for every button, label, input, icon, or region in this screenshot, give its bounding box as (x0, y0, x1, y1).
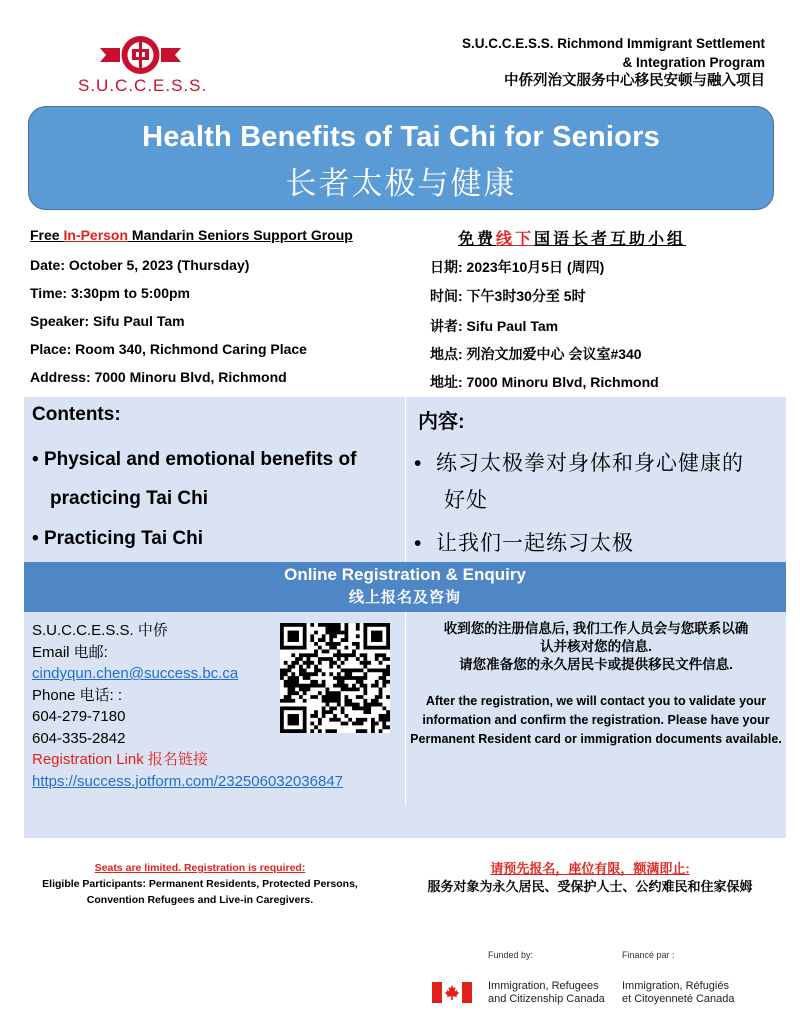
email-link[interactable]: cindyqun.chen@success.bc.ca (32, 665, 239, 682)
ircc-name-fr (622, 980, 735, 1006)
registration-header (24, 562, 786, 612)
registration-heading-zh: 线上报名及咨询 (348, 589, 461, 606)
email-label: Email 电邮: (32, 643, 108, 661)
registration-divider (405, 612, 406, 806)
event-place-en: Place: Room 340, Richmond Caring Place (30, 341, 307, 357)
ircc-fr-line-1: Immigration, Réfugiés (622, 980, 729, 992)
event-speaker-zh: 讲者: Sifu Paul Tam (430, 318, 559, 334)
contact-org: S.U.C.C.E.S.S. 中侨 (32, 622, 168, 639)
contents-heading-zh: 内容: (418, 411, 465, 433)
phone-number-1: 604-279-7180 (32, 708, 126, 725)
ircc-en-line-1: Immigration, Refugees (488, 980, 599, 992)
contents-divider (405, 397, 406, 562)
contents-heading-en: Contents: (32, 404, 121, 425)
event-address-zh: 地址: 7000 Minoru Blvd, Richmond (430, 374, 659, 390)
group-name-zh (458, 226, 686, 249)
event-date-en: Date: October 5, 2023 (Thursday) (30, 257, 250, 273)
seats-limited-zh: 请预先报名，座位有限，额满即止: (490, 861, 690, 876)
seats-limited-en: Seats are limited. Registration is required: (94, 862, 306, 874)
org-line-2: & Integration Program (622, 55, 765, 70)
group-prefix-zh: 免费 (458, 231, 497, 248)
title-chinese: 长者太极与健康 (285, 166, 517, 201)
event-address-en: Address: 7000 Minoru Blvd, Richmond (30, 369, 287, 385)
contents-item-zh-1-cont: 好处 (444, 489, 488, 512)
canada-flag-icon (432, 982, 472, 1003)
seats-notice-zh (420, 860, 760, 896)
event-date-zh: 日期: 2023年10月5日 (周四) (430, 259, 605, 275)
ircc-name-en (488, 980, 605, 1006)
group-name-en (30, 227, 353, 243)
ircc-en-line-2: and Citizenship Canada (488, 993, 605, 1005)
contents-item-en-1: • Physical and emotional benefits of (32, 449, 357, 470)
contents-item-en-2-text: Practicing Tai Chi (43, 528, 204, 549)
contents-item-zh-1: • 练习太极拳对身体和身心健康的 (414, 452, 745, 475)
registration-note-zh-1: 收到您的注册信息后, 我们工作人员会与您联系以确 (443, 621, 749, 636)
event-place-zh: 地点: 列治文加爱中心 会议室#340 (430, 346, 642, 362)
finance-par-label: Financé par : (622, 950, 675, 960)
registration-note-zh-3: 请您准备您的永久居民卡或提供移民文件信息. (459, 657, 733, 672)
title-banner (28, 106, 774, 210)
group-prefix-en: Free (30, 227, 64, 243)
qr-code[interactable] (280, 623, 390, 733)
contents-item-en-1-text: Physical and emotional benefits of (43, 449, 357, 470)
phone-number-2: 604-335-2842 (32, 729, 126, 747)
registration-note-en: After the registration, we will contact you to validate your information and confirm the registration. Please have your Permanent Resident card or immigration documents available. (410, 694, 782, 746)
group-suffix-zh: 国语长者互助小组 (534, 231, 687, 248)
ircc-fr-line-2: et Citoyenneté Canada (622, 993, 735, 1005)
group-suffix-en: Mandarin Seniors Support Group (128, 227, 353, 243)
contents-item-en-2: • Practicing Tai Chi (32, 528, 204, 549)
eligibility-zh: 服务对象为永久居民、受保护人士、公约难民和住家保姆 (427, 879, 753, 894)
eligibility-en: Eligible Participants: Permanent Residents, Protected Persons, Convention Refugees and Live-in Caregivers. (42, 878, 358, 906)
registration-link-label: Registration Link 报名链接 (32, 751, 208, 768)
contents-item-zh-1-text: 练习太极拳对身体和身心健康的 (436, 452, 745, 475)
offline-highlight: 线下 (496, 231, 535, 248)
event-time-zh: 时间: 下午3时30分至 5时 (430, 288, 586, 304)
contents-item-zh-2: • 让我们一起练习太极 (414, 532, 635, 555)
in-person-highlight: In-Person (63, 227, 129, 243)
logo-wordmark: S.U.C.C.E.S.S. (78, 76, 208, 95)
title-english: Health Benefits of Tai Chi for Seniors (142, 121, 660, 153)
registration-heading-en: Online Registration & Enquiry (284, 565, 526, 584)
registration-link[interactable]: https://success.jotform.com/232506032036847 (32, 772, 344, 790)
registration-note-zh (410, 620, 782, 674)
org-line-3: 中侨列治文服务中心移民安顿与融入项目 (504, 73, 765, 89)
event-time-en: Time: 3:30pm to 5:00pm (30, 285, 191, 301)
organization-header (462, 34, 765, 91)
contents-item-en-1-cont: practicing Tai Chi (50, 488, 209, 509)
org-line-1: S.U.C.C.E.S.S. Richmond Immigrant Settlement (461, 36, 765, 51)
contents-item-zh-2-text: 让我们一起练习太极 (436, 532, 635, 555)
phone-label: Phone 电话: : (32, 686, 123, 704)
registration-note-zh-2: 认并核对您的信息. (540, 639, 652, 654)
funded-by-label: Funded by: (488, 950, 534, 960)
event-speaker-en: Speaker: Sifu Paul Tam (30, 313, 185, 329)
seats-notice-en (30, 860, 370, 908)
